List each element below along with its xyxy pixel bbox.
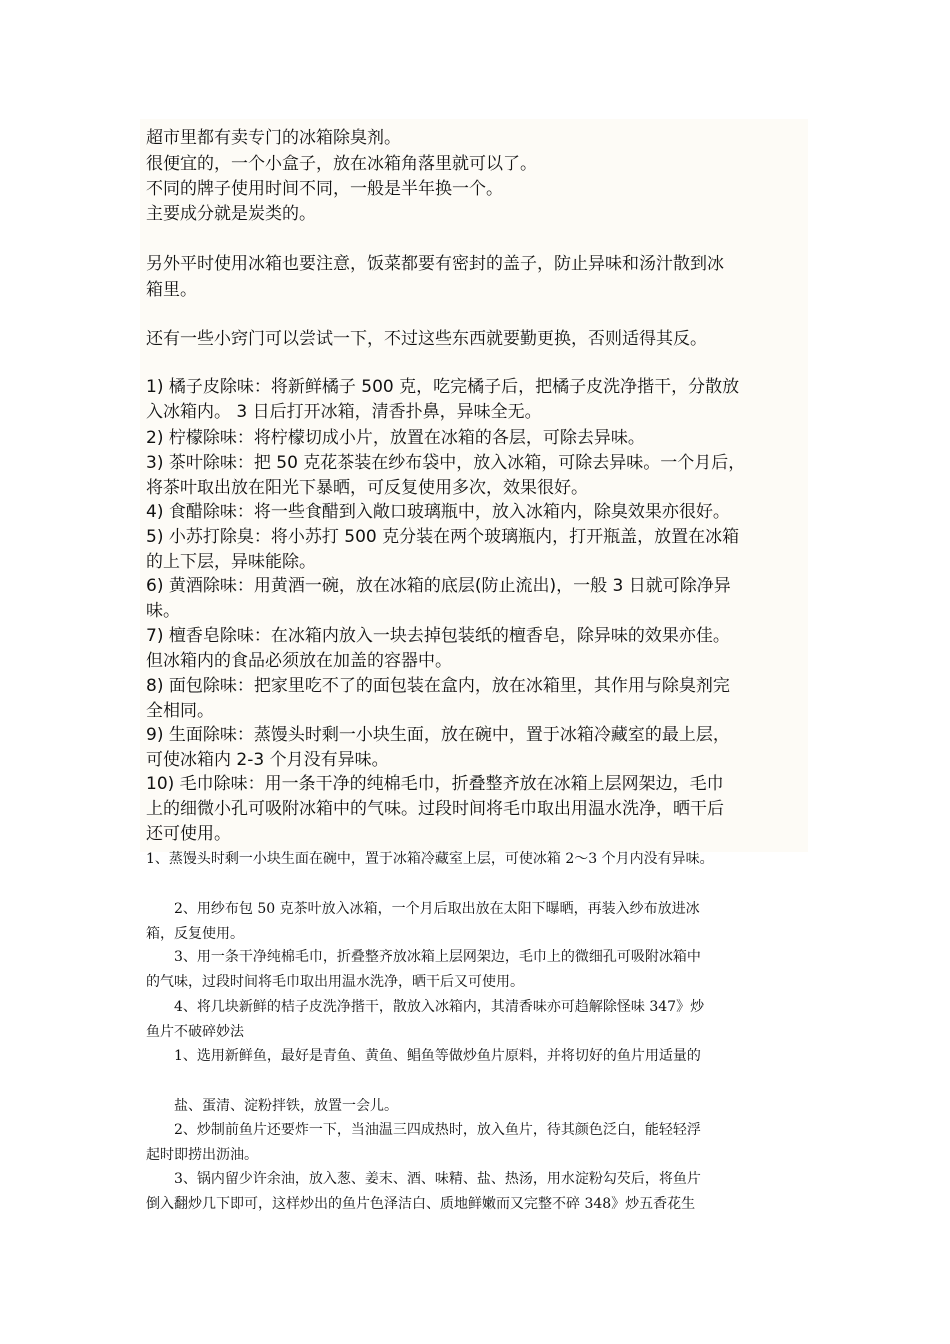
list-item: 7) 檀香皂除味：在冰箱内放入一块去掉包装纸的檀香皂，除异味的效果亦佳。	[146, 626, 730, 646]
text-line: 3、用一条干净纯棉毛巾，折叠整齐放冰箱上层网架边，毛巾上的微细孔可吸附冰箱中	[174, 949, 701, 965]
list-item: 还可使用。	[146, 824, 231, 844]
list-item: 9) 生面除味：蒸馒头时剩一小块生面，放在碗中，置于冰箱冷藏室的最上层，	[146, 725, 730, 745]
list-item: 可使冰箱内 2-3 个月没有异味。	[146, 750, 389, 770]
text-line: 还有一些小窍门可以尝试一下，不过这些东西就要勤更换，否则适得其反。	[146, 329, 707, 349]
list-item: 1) 橘子皮除味：将新鲜橘子 500 克，吃完橘子后，把橘子皮洗净揩干，分散放	[146, 377, 740, 397]
list-item: 全相同。	[146, 701, 214, 721]
text-line: 另外平时使用冰箱也要注意，饭菜都要有密封的盖子，防止异味和汤汁散到冰	[146, 254, 724, 274]
text-line: 鱼片不破碎妙法	[146, 1024, 244, 1040]
list-item: 5) 小苏打除臭：将小苏打 500 克分装在两个玻璃瓶内，打开瓶盖，放置在冰箱	[146, 527, 740, 547]
list-item: 上的细微小孔可吸附冰箱中的气味。过段时间将毛巾取出用温水洗净，晒干后	[146, 799, 724, 819]
text-line: 主要成分就是炭类的。	[146, 204, 316, 224]
text-line: 1、蒸馒头时剩一小块生面在碗中，置于冰箱冷藏室上层，可使冰箱 2～3 个月内没有异味。	[146, 851, 714, 867]
list-item: 4) 食醋除味：将一些食醋到入敞口玻璃瓶中，放入冰箱内，除臭效果亦很好。	[146, 502, 730, 522]
text-line: 很便宜的，一个小盒子，放在冰箱角落里就可以了。	[146, 154, 537, 174]
list-item: 将茶叶取出放在阳光下暴晒，可反复使用多次，效果很好。	[146, 478, 588, 498]
list-item: 2) 柠檬除味：将柠檬切成小片，放置在冰箱的各层，可除去异味。	[146, 428, 645, 448]
text-line: 1、选用新鲜鱼，最好是青鱼、黄鱼、鲳鱼等做炒鱼片原料，并将切好的鱼片用适量的	[174, 1048, 701, 1064]
list-item: 6) 黄酒除味：用黄酒一碗，放在冰箱的底层(防止流出)，一般 3 日就可除净异	[146, 576, 731, 596]
text-line: 倒入翻炒几下即可，这样炒出的鱼片色泽洁白、质地鲜嫩而又完整不碎 348》炒五香花生	[146, 1196, 696, 1212]
text-line: 的气味，过段时间将毛巾取出用温水洗净，晒干后又可使用。	[146, 974, 524, 990]
list-item: 的上下层，异味能除。	[146, 552, 316, 572]
text-line: 箱里。	[146, 280, 197, 300]
list-item: 味。	[146, 601, 180, 621]
text-line: 超市里都有卖专门的冰箱除臭剂。	[146, 128, 401, 148]
text-line: 起时即捞出沥油。	[146, 1147, 258, 1163]
list-item: 3) 茶叶除味：把 50 克花茶装在纱布袋中，放入冰箱，可除去异味。一个月后，	[146, 453, 746, 473]
list-item: 入冰箱内。 3 日后打开冰箱，清香扑鼻，异味全无。	[146, 402, 542, 422]
text-line: 箱，反复使用。	[146, 926, 244, 942]
list-item: 8) 面包除味：把家里吃不了的面包装在盒内，放在冰箱里，其作用与除臭剂完	[146, 676, 730, 696]
text-line: 3、锅内留少许余油，放入葱、姜末、酒、味精、盐、热汤，用水淀粉勾芡后，将鱼片	[174, 1171, 701, 1187]
text-line: 盐、蛋清、淀粉拌铁，放置一会儿。	[174, 1098, 398, 1114]
text-line: 2、用纱布包 50 克茶叶放入冰箱，一个月后取出放在太阳下曝晒，再装入纱布放进冰	[174, 901, 700, 917]
list-item: 10) 毛巾除味：用一条干净的纯棉毛巾，折叠整齐放在冰箱上层网架边，毛巾	[146, 774, 724, 794]
text-line: 4、将几块新鲜的桔子皮洗净揩干，散放入冰箱内，其清香味亦可趋解除怪味 347》炒	[174, 999, 705, 1015]
text-line: 2、炒制前鱼片还要炸一下，当油温三四成热时，放入鱼片，待其颜色泛白，能轻轻浮	[174, 1122, 701, 1138]
text-line: 不同的牌子使用时间不同，一般是半年换一个。	[146, 179, 503, 199]
list-item: 但冰箱内的食品必须放在加盖的容器中。	[146, 651, 452, 671]
